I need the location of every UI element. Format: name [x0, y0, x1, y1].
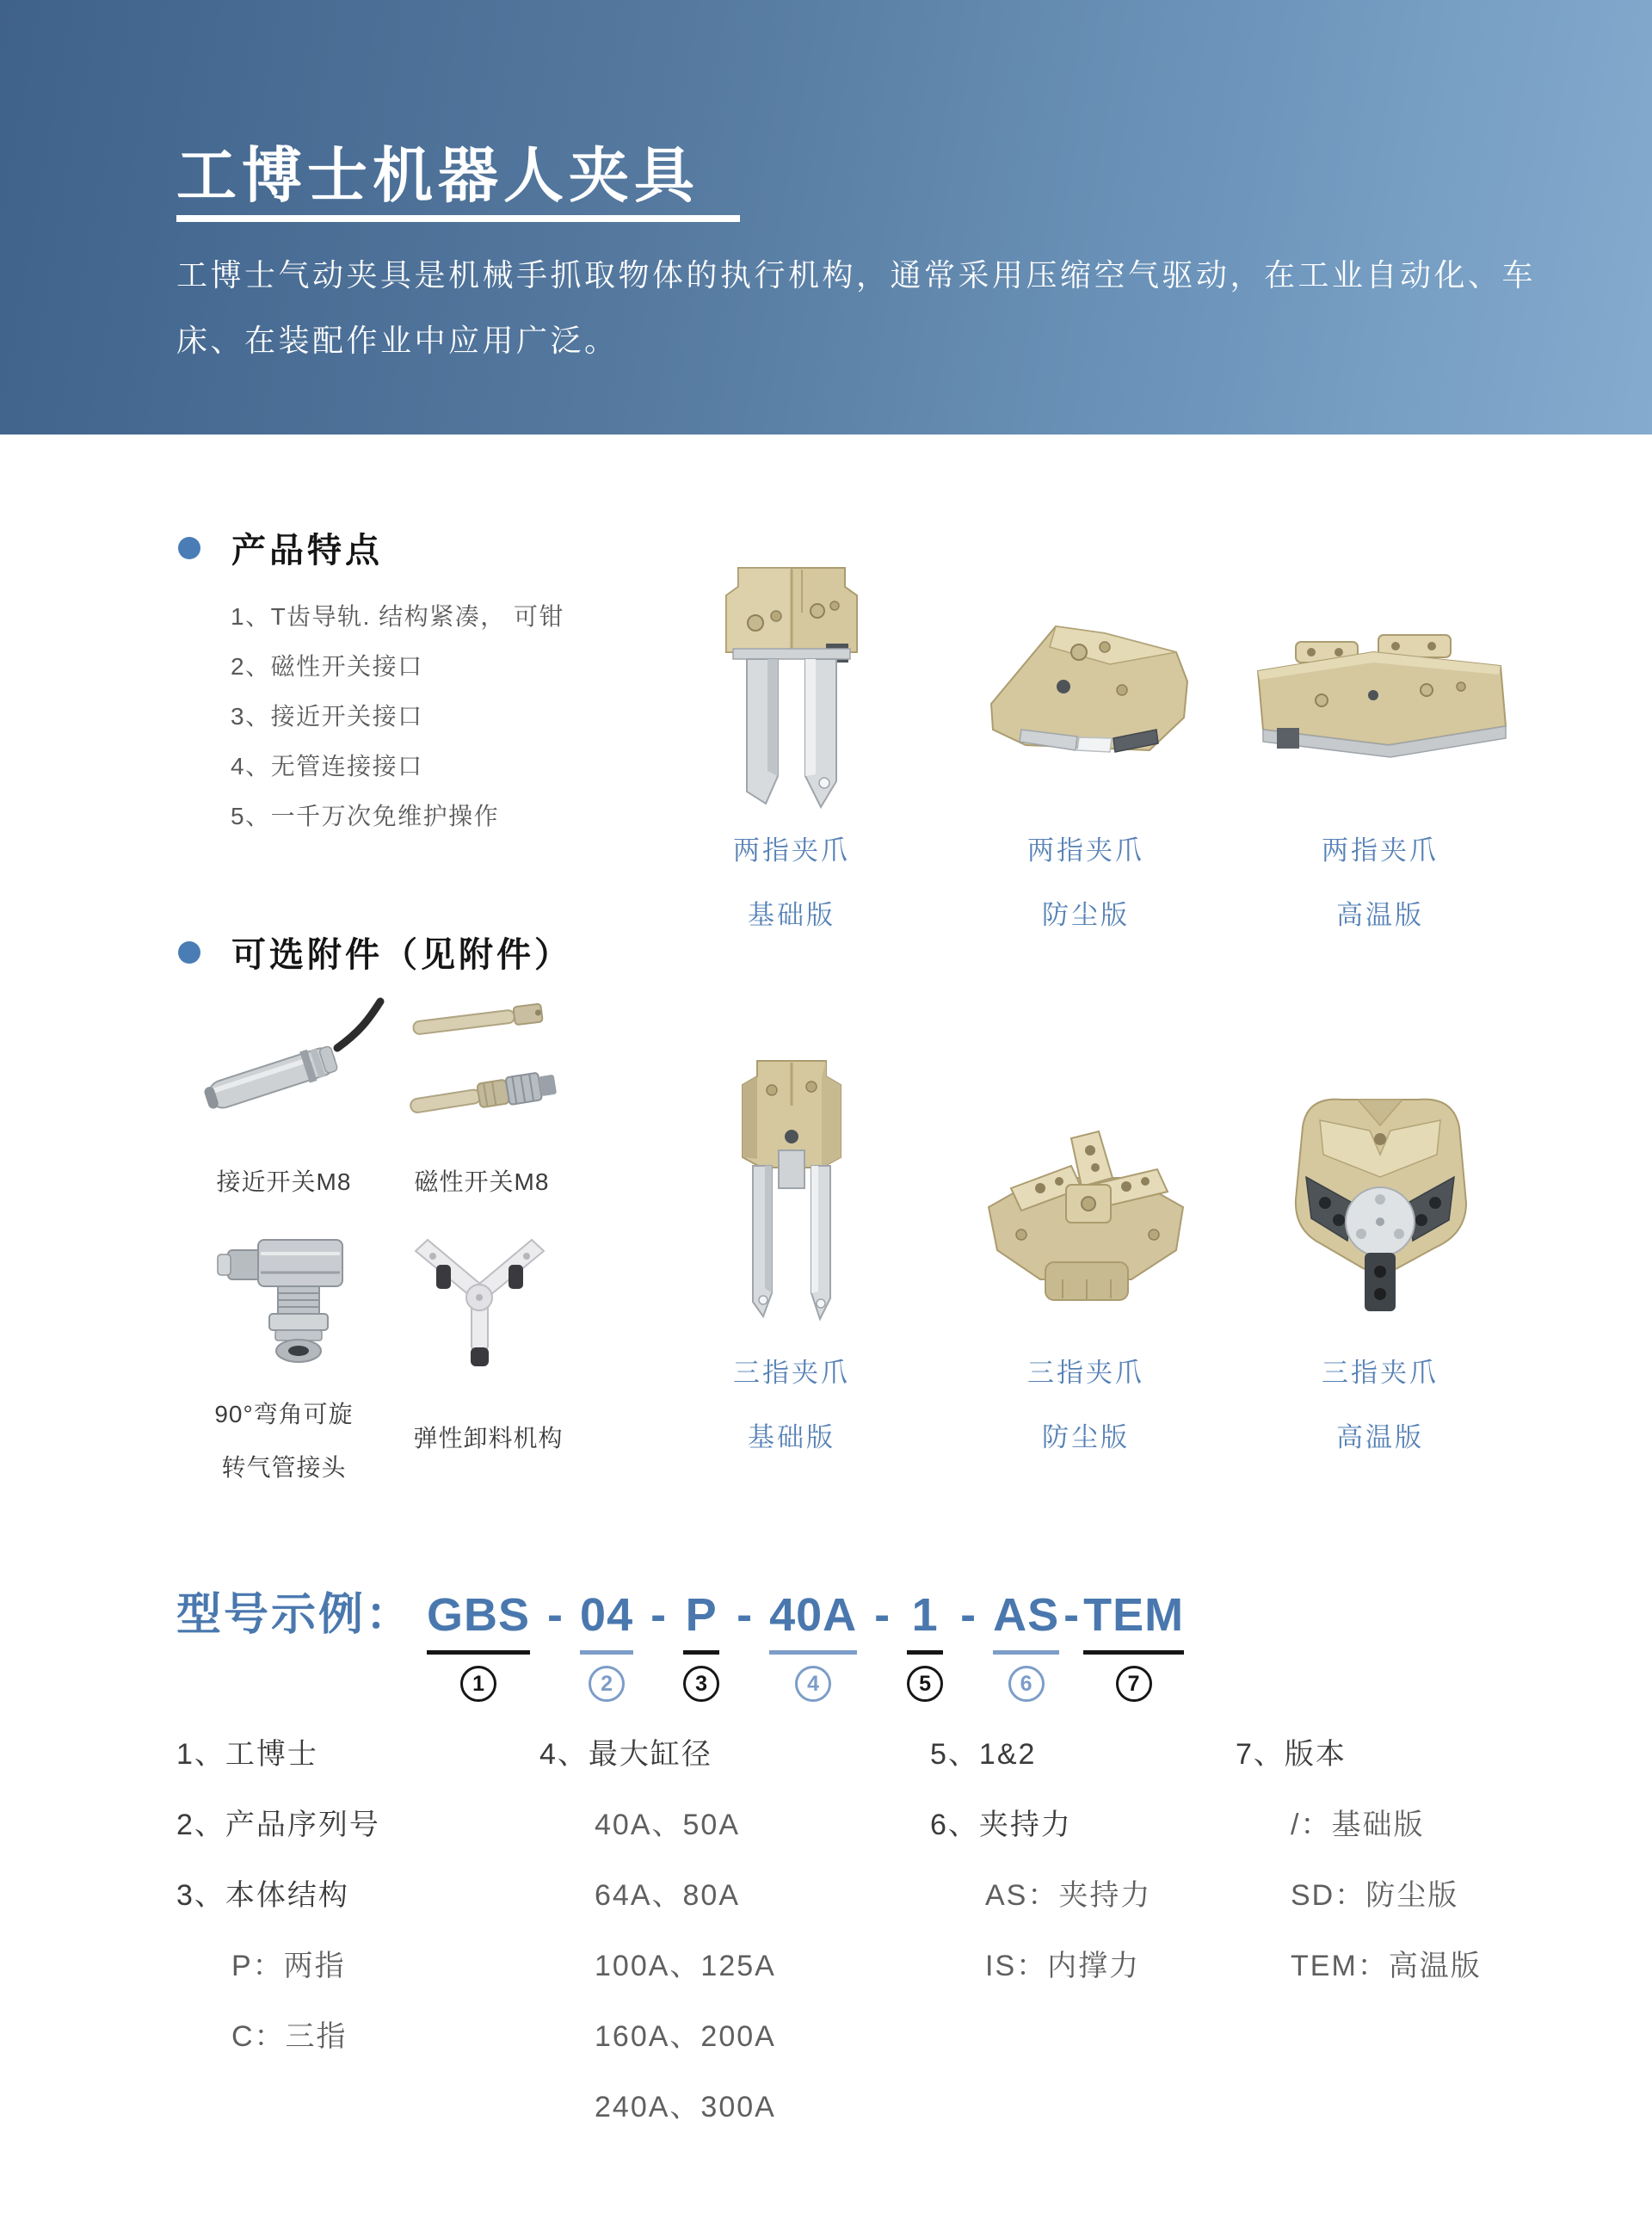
model-segment-04: 04 2: [580, 1587, 633, 1702]
model-segment-p: P 3: [683, 1587, 719, 1702]
model-segment-40a: 40A 4: [769, 1587, 857, 1702]
model-dash: -: [650, 1589, 667, 1641]
product-image-three-finger-hightemp: [1268, 1076, 1492, 1316]
elbow-fitting-caption-line1: 90°弯角可旋: [214, 1401, 354, 1427]
magnetic-switch-caption: 磁性开关M8: [414, 1168, 550, 1195]
feature-item: 2、磁性开关接口: [231, 653, 423, 680]
intro-paragraph: 工博士气动夹具是机械手抓取物体的执行机构，通常采用压缩空气驱动，在工业自动化、车床、在装配作业中应用广泛。: [176, 257, 1537, 358]
legend-line: 5、1&2: [930, 1738, 1037, 1771]
legend-line: 3、本体结构: [176, 1879, 349, 1912]
product-image-two-finger-dustproof: [974, 602, 1198, 779]
circled-number-2: 2: [589, 1666, 625, 1702]
model-segment-as: AS 6: [993, 1587, 1059, 1702]
title-underline: [176, 215, 740, 222]
segment-underline: [427, 1650, 530, 1655]
features-section-heading: [178, 523, 383, 572]
legend-line: 6、夹持力: [930, 1809, 1072, 1841]
model-example-prefix: 型号示例：: [176, 1590, 414, 1640]
proximity-switch-m8-image: [191, 988, 393, 1143]
hero-banner: [0, 0, 1652, 435]
product-label-variant: 高温版: [1336, 1422, 1424, 1452]
product-image-two-finger-hightemp: [1242, 618, 1518, 768]
circled-number-5: 5: [907, 1666, 943, 1702]
bullet-icon: [178, 941, 200, 964]
legend-column-2: [539, 1738, 776, 2161]
product-label-variant: 基础版: [748, 900, 835, 930]
legend-line: 240A、300A: [595, 2091, 776, 2123]
model-dash: -: [874, 1589, 891, 1641]
legend-line: P：两指: [231, 1950, 346, 1982]
elbow-fitting-caption-line2: 转气管接头: [221, 1454, 347, 1481]
product-label-variant: 防尘版: [1042, 1422, 1130, 1452]
product-label-variant: 基础版: [748, 1422, 835, 1452]
model-dash: -: [1063, 1589, 1080, 1641]
product-label-name: 两指夹爪: [1027, 835, 1144, 866]
product-label-name: 三指夹爪: [733, 1358, 850, 1388]
circled-number-6: 6: [1008, 1666, 1045, 1702]
product-image-three-finger-dustproof: [961, 1106, 1211, 1308]
legend-column-4: [1236, 1738, 1482, 2020]
legend-line: IS：内撑力: [985, 1950, 1141, 1982]
model-dash: -: [960, 1589, 977, 1641]
feature-item: 5、一千万次免维护操作: [231, 803, 500, 829]
legend-column-3: [930, 1738, 1151, 2020]
model-segment-1: 1 5: [907, 1587, 943, 1702]
model-example: [176, 1587, 1184, 1702]
segment-underline: [1083, 1650, 1184, 1655]
legend-column-1: [176, 1738, 380, 2091]
legend-line: TEM：高温版: [1291, 1950, 1482, 1982]
page-title: 工博士机器人夹具: [176, 142, 700, 209]
proximity-switch-caption: 接近开关M8: [216, 1168, 352, 1195]
segment-underline: [907, 1650, 943, 1655]
segment-underline: [683, 1650, 719, 1655]
product-image-two-finger-basic: [714, 561, 869, 819]
product-label-name: 三指夹爪: [1322, 1358, 1439, 1388]
circled-number-7: 7: [1116, 1666, 1152, 1702]
legend-line: SD：防尘版: [1291, 1879, 1459, 1912]
model-segment-gbs: GBS 1: [427, 1587, 530, 1702]
elastic-ejector-image: [391, 1229, 568, 1371]
circled-number-4: 4: [795, 1666, 831, 1702]
product-label-variant: 高温版: [1336, 900, 1424, 930]
features-heading-text: 产品特点: [231, 532, 383, 570]
legend-line: 1、工博士: [176, 1738, 318, 1771]
legend-line: AS：夹持力: [985, 1879, 1152, 1912]
segment-underline: [580, 1650, 633, 1655]
segment-underline: [769, 1650, 857, 1655]
model-dash: -: [547, 1589, 564, 1641]
elbow-fitting-image: [211, 1217, 379, 1372]
legend-line: 2、产品序列号: [176, 1809, 380, 1841]
feature-list: [231, 602, 564, 852]
legend-line: 7、版本: [1236, 1738, 1347, 1771]
product-image-three-finger-basic: [718, 1054, 865, 1338]
feature-item: 1、T齿导轨. 结构紧凑， 可钳: [231, 603, 565, 630]
product-label-name: 两指夹爪: [733, 835, 850, 866]
elastic-ejector-caption: 弹性卸料机构: [413, 1425, 564, 1451]
legend-line: 160A、200A: [595, 2020, 776, 2053]
legend-line: 4、最大缸径: [539, 1738, 712, 1771]
accessories-section-heading: [178, 928, 572, 977]
product-label-variant: 防尘版: [1042, 900, 1130, 930]
circled-number-3: 3: [683, 1666, 719, 1702]
legend-line: /：基础版: [1291, 1809, 1425, 1841]
product-label-name: 两指夹爪: [1322, 835, 1439, 866]
model-segment-tem: TEM 7: [1083, 1587, 1184, 1702]
segment-underline: [993, 1650, 1059, 1655]
magnetic-switch-m8-image: [403, 985, 588, 1144]
bullet-icon: [178, 537, 200, 559]
model-dash: -: [737, 1589, 753, 1641]
legend-line: 40A、50A: [595, 1809, 740, 1841]
legend-line: 64A、80A: [595, 1879, 740, 1912]
circled-number-1: 1: [460, 1666, 496, 1702]
accessories-heading-text: 可选附件（见附件）: [231, 936, 572, 974]
feature-item: 4、无管连接接口: [231, 753, 423, 780]
legend-line: 100A、125A: [595, 1950, 776, 1982]
legend-line: C：三指: [231, 2020, 348, 2053]
product-label-name: 三指夹爪: [1027, 1358, 1144, 1388]
feature-item: 3、接近开关接口: [231, 703, 423, 730]
